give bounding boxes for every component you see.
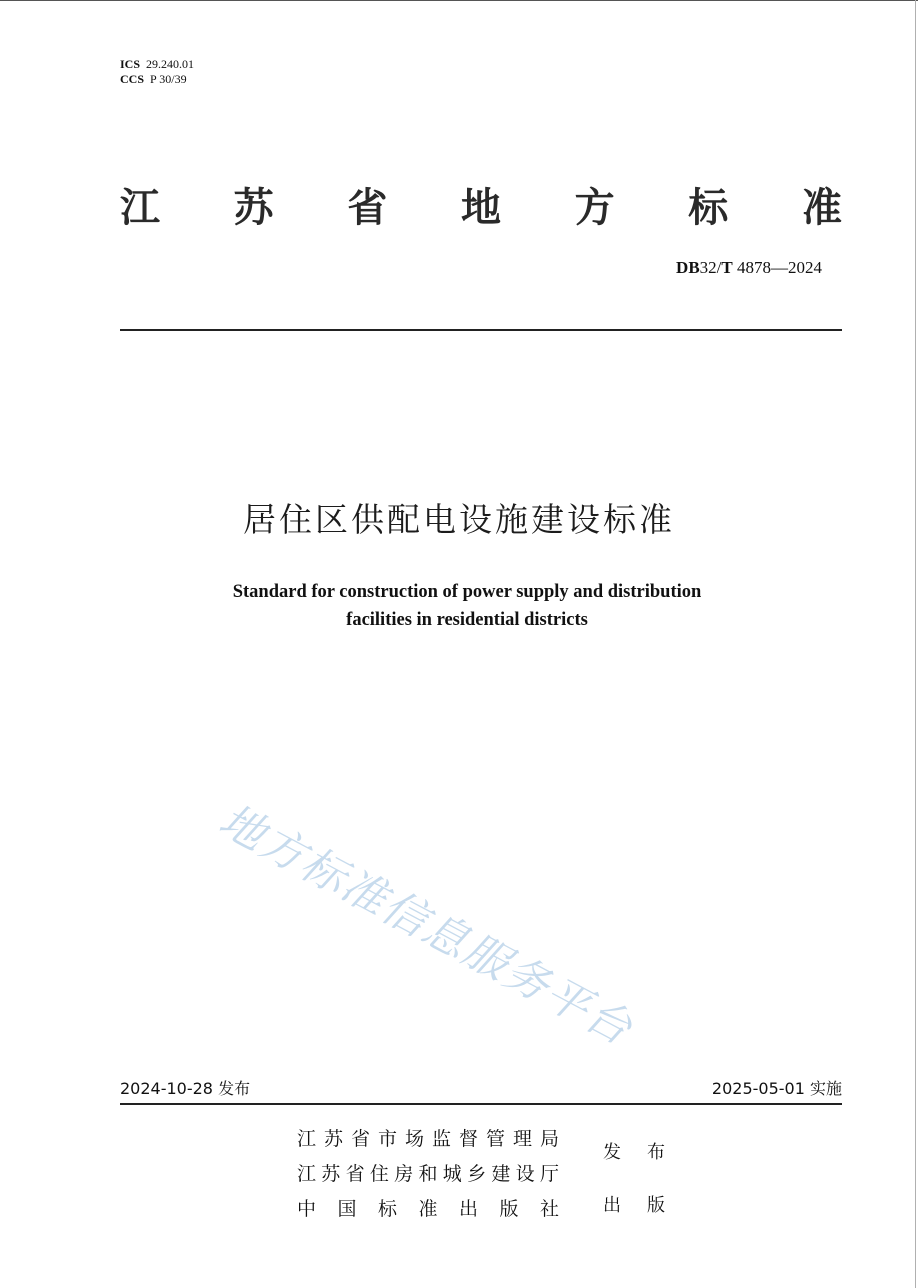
standard-number-value: 4878—2024 (732, 258, 822, 277)
page-top-border (0, 0, 918, 1)
title-en-line-2: facilities in residential districts (346, 610, 588, 630)
ccs-value: P 30/39 (150, 72, 187, 86)
ics-label: ICS (120, 57, 141, 71)
ccs-code (120, 72, 194, 87)
standard-type-char: 江 (120, 185, 160, 231)
standard-type-char: 苏 (233, 185, 274, 231)
publisher-block (297, 1122, 559, 1227)
page-right-border (915, 0, 916, 1288)
standard-number-prefix: DB (676, 258, 700, 277)
standard-number-letter: T (721, 258, 733, 277)
document-title-en (0, 578, 918, 634)
footer-divider (120, 1103, 842, 1105)
issuer-housing-construction: 江苏省住房和城乡建设厅 (297, 1163, 559, 1185)
effective-date: 2025-05-01 实施 (711, 1079, 842, 1098)
ics-value: 29.240.01 (146, 57, 195, 71)
standard-type-char: 方 (574, 185, 615, 231)
standard-type-char: 地 (460, 185, 501, 231)
standard-type-char: 省 (347, 185, 388, 231)
publish-role-label: 出 版 (603, 1195, 665, 1216)
standard-type-char: 标 (688, 185, 729, 231)
standard-number-middle: 32/ (699, 258, 722, 277)
document-title-cn: 居住区供配电设施建设标准 (243, 500, 675, 539)
standard-type-heading (120, 180, 842, 236)
ics-code (120, 57, 194, 72)
issue-role-label: 发 布 (603, 1142, 665, 1163)
standard-type-char: 准 (801, 185, 842, 231)
publisher-name: 中 国 标 准 出 版 社 (297, 1198, 559, 1220)
date-row (120, 1078, 842, 1100)
standard-number (676, 258, 822, 278)
classification-codes (120, 57, 194, 87)
header-divider (120, 329, 842, 331)
watermark-text: 地方标准信息服务平台 (210, 794, 641, 1056)
issuer-market-regulation: 江苏省市场监督管理局 (297, 1128, 559, 1150)
title-en-line-1: Standard for construction of power supply and distribution (232, 582, 702, 602)
ccs-label: CCS (120, 72, 145, 86)
issue-date: 2024-10-28 发布 (120, 1079, 251, 1098)
